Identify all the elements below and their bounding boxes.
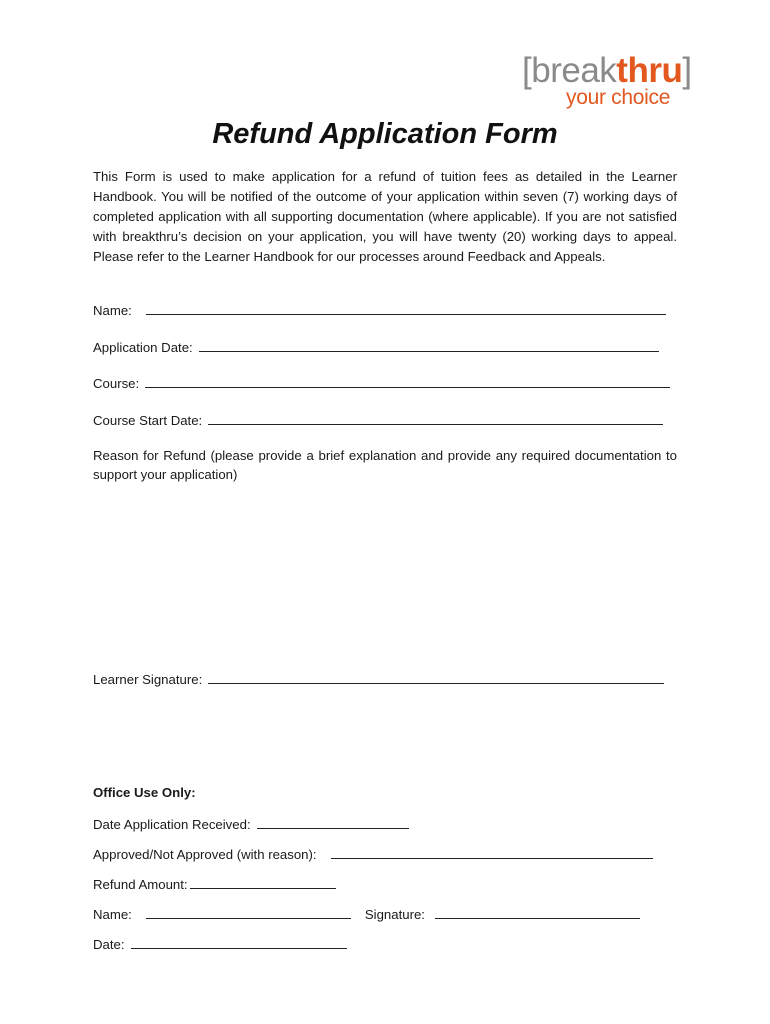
logo-tagline: your choice	[566, 86, 671, 109]
breakthru-logo	[522, 52, 728, 114]
office-name-label: Name:	[93, 907, 132, 922]
refund-amount-field[interactable]	[190, 875, 336, 889]
approved-row	[93, 845, 653, 864]
office-signature-label: Signature:	[364, 907, 425, 922]
application-date-row	[93, 338, 659, 357]
reason-label: Reason for Refund (please provide a brief explanation and provide any required documentation to support your application)	[93, 448, 677, 482]
logo-bracket-close: ]	[682, 51, 692, 90]
application-date-label: Application Date:	[93, 340, 193, 355]
page-title: Refund Application Form	[212, 118, 558, 150]
date-received-label: Date Application Received:	[93, 817, 251, 832]
date-received-field[interactable]	[257, 815, 409, 829]
course-label: Course:	[93, 376, 140, 391]
approved-label: Approved/Not Approved (with reason):	[93, 847, 317, 862]
logo-word-thru: thru	[616, 51, 683, 90]
approved-field[interactable]	[331, 845, 653, 859]
office-use-heading: Office Use Only:	[93, 785, 196, 800]
office-name-field[interactable]	[146, 905, 351, 919]
course-start-date-label: Course Start Date:	[93, 413, 203, 428]
office-signature-field[interactable]	[435, 905, 640, 919]
name-label: Name:	[93, 303, 132, 318]
intro-paragraph: This Form is used to make application for a refund of tuition fees as detailed in the Learner Handbook. You will be notified of the outcome of your application within seven (7) working days of completed application with all supporting documentation (where applicable). If you are not satisfied with breakthru’s decision on your application, you will have twenty (20) working days to appeal. Please refer to the Learner Handbook for our processes around Feedback and Appeals.	[93, 169, 677, 264]
name-row	[93, 301, 666, 320]
learner-signature-row	[93, 670, 664, 689]
date-received-row	[93, 815, 409, 834]
logo-word-break: break	[531, 51, 617, 90]
office-date-label: Date:	[93, 937, 125, 952]
name-field[interactable]	[146, 301, 666, 315]
refund-amount-label: Refund Amount:	[93, 877, 188, 892]
logo-wordmark	[522, 52, 692, 90]
learner-signature-label: Learner Signature:	[93, 672, 203, 687]
course-start-date-field[interactable]	[208, 411, 663, 425]
course-row	[93, 374, 670, 393]
learner-signature-field[interactable]	[208, 670, 664, 684]
application-date-field[interactable]	[199, 338, 659, 352]
course-field[interactable]	[145, 374, 670, 388]
office-date-row	[93, 935, 347, 954]
refund-amount-row	[93, 875, 336, 894]
office-name-signature-row	[93, 905, 640, 924]
logo-bracket-open: [	[522, 51, 532, 90]
course-start-date-row	[93, 411, 663, 430]
office-date-field[interactable]	[131, 935, 347, 949]
reason-field[interactable]	[93, 492, 677, 662]
